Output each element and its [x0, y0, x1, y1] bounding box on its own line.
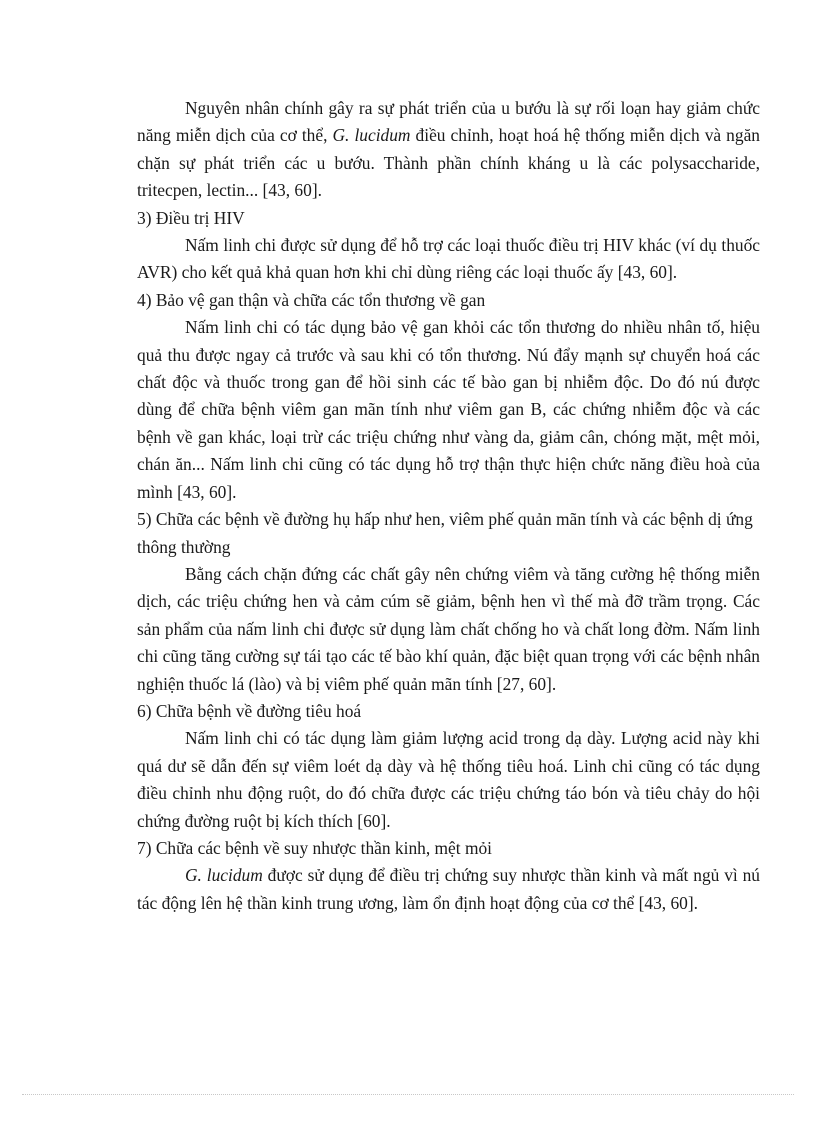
- text-run: được sử dụng để điều trị chứng suy nhược thần kinh và mất ngủ vì nú tác động lên hệ thần kinh trung ương, làm ổn định hoạt động của cơ thể [43, 60].: [137, 865, 760, 913]
- page-bottom-divider: [22, 1094, 794, 1095]
- text-run: Nấm linh chi được sử dụng để hỗ trợ các loại thuốc điều trị HIV khác (ví dụ thuốc AVR) cho kết quả khả quan hơn khi chỉ dùng riêng các loại thuốc ấy [43, 60].: [137, 235, 760, 283]
- heading-digestive: [137, 698, 760, 725]
- document-page: [137, 95, 760, 917]
- paragraph-respiratory: [137, 561, 760, 698]
- heading-hiv-treatment: [137, 205, 760, 232]
- heading-text: 6) Chữa bệnh về đường tiêu hoá: [137, 700, 362, 721]
- heading-text: 4) Bảo vệ gan thận và chữa các tổn thương về gan: [137, 289, 486, 310]
- text-run: Bằng cách chặn đứng các chất gây nên chứng viêm và tăng cường hệ thống miễn dịch, các triệu chứng hen và cảm cúm sẽ giảm, bệnh hen vì thế mà đỡ trầm trọng. Các sản phẩm của nấm linh chi được sử dụng làm chất chống ho và chất long đờm. Nấm linh chi cũng tăng cường sự tái tạo các tế bào khí quản, đặc biệt quan trọng với các bệnh nhân nghiện thuốc lá (lào) và bị viêm phế quản mãn tính [27, 60].: [137, 563, 760, 694]
- text-run: Nấm linh chi có tác dụng làm giảm lượng acid trong dạ dày. Lượng acid này khi quá dư sẽ dẫn đến sự viêm loét dạ dày và hệ thống tiêu hoá. Linh chi cũng có tác dụng điều chỉnh nhu động ruột, do đó chữa được các triệu chứng táo bón và tiêu chảy do hội chứng đường ruột bị kích thích [60].: [137, 728, 760, 831]
- heading-neurasthenia: [137, 835, 760, 862]
- species-name-italic: G. lucidum: [185, 865, 263, 886]
- heading-text: 5) Chữa các bệnh về đường hụ hấp như hen, viêm phế quản mãn tính và các bệnh dị ứng thông thường: [137, 509, 753, 557]
- paragraph-neurasthenia: [137, 862, 760, 917]
- paragraph-digestive: [137, 725, 760, 835]
- heading-respiratory: [137, 506, 760, 561]
- heading-text: 7) Chữa các bệnh về suy nhược thần kinh, mệt mỏi: [137, 837, 493, 858]
- heading-text: 3) Điều trị HIV: [137, 207, 245, 228]
- text-run: Nấm linh chi có tác dụng bảo vệ gan khỏi các tổn thương do nhiều nhân tố, hiệu quả thu được ngay cả trước và sau khi có tổn thương. Nú đẩy mạnh sự chuyển hoá các chất độc và thuốc trong gan để hồi sinh các tế bào gan bị nhiễm độc. Do đó nú được dùng để chữa bệnh viêm gan mãn tính như viêm gan B, các chứng nhiễm độc và các bệnh về gan khác, loại trừ các triệu chứng như vàng da, giảm cân, chóng mặt, mệt mỏi, chán ăn... Nấm linh chi cũng có tác dụng hỗ trợ thận thực hiện chức năng điều hoà của mình [43, 60].: [137, 317, 760, 502]
- paragraph-hiv: [137, 232, 760, 287]
- text-run: điều chỉnh, hoạt hoá hệ thống miễn dịch và ngăn chặn sự phát triển các u bướu. Thành phần chính kháng u là các polysaccharide, tritecpen, lectin... [43, 60].: [137, 125, 760, 201]
- species-name-italic: G. lucidum: [332, 125, 411, 146]
- paragraph-antitumor: [137, 95, 760, 205]
- heading-liver-protection: [137, 287, 760, 314]
- text-run: Nguyên nhân chính gây ra sự phát triển của u bướu là sự rối loạn hay giảm chức năng miễn dịch của cơ thể,: [137, 98, 760, 146]
- paragraph-liver: [137, 314, 760, 506]
